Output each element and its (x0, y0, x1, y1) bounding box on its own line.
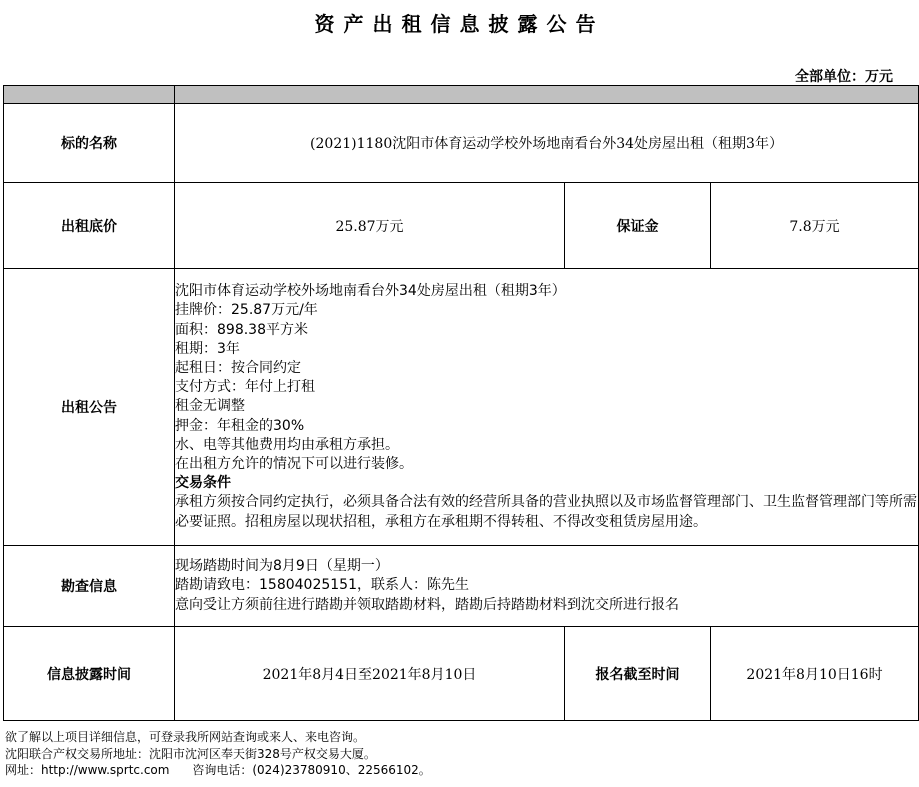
subject-row (4, 104, 919, 183)
deposit-value: 7.8万元 (711, 183, 919, 269)
survey-line: 踏勘请致电：15804025151，联系人：陈先生 (175, 577, 469, 594)
period-value: 2021年8月4日至2021年8月10日 (175, 627, 565, 721)
footer-line-address: 沈阳联合产权交易所地址：沈阳市沈河区奉天街328号产权交易大厦。 (5, 746, 376, 761)
unit-note: 全部单位：万元 (795, 69, 893, 85)
price-row (4, 183, 919, 269)
announcement-line: 押金：年租金的30% (175, 417, 305, 434)
announcement-content (175, 269, 919, 546)
deadline-value: 2021年8月10日16时 (711, 627, 919, 721)
announcement-label: 出租公告 (4, 269, 175, 546)
header-cell-right (175, 86, 919, 104)
period-label: 信息披露时间 (4, 627, 175, 721)
announcement-line: 沈阳市体育运动学校外场地南看台外34处房屋出租（租期3年） (175, 283, 566, 300)
table-header-row (4, 86, 919, 104)
page-title: 资产出租信息披露公告 (314, 12, 605, 36)
header-cell-left (4, 86, 175, 104)
announcement-row (4, 269, 919, 546)
footer-line-info: 欲了解以上项目详细信息，可登录我所网站查询或来人、来电咨询。 (5, 730, 366, 744)
announcement-line: 支付方式：年付上打租 (175, 379, 315, 396)
price-label: 出租底价 (4, 183, 175, 269)
survey-line: 意向受让方须前往进行踏勘并领取踏勘材料，踏勘后持踏勘材料到沈交所进行报名 (175, 596, 679, 613)
conditions-heading: 交易条件 (175, 475, 231, 492)
survey-row (4, 546, 919, 627)
announcement-line: 面积：898.38平方米 (175, 321, 308, 338)
survey-line: 现场踏勘时间为8月9日（星期一） (175, 558, 389, 575)
announcement-line: 水、电等其他费用均由承租方承担。 (175, 436, 399, 453)
footer-notes (5, 729, 431, 779)
survey-content (175, 546, 919, 627)
deadline-label: 报名截至时间 (565, 627, 711, 721)
conditions-text: 承租方须按合同约定执行，必须具备合法有效的经营所具备的营业执照以及市场监督管理部门、卫生监督管理部门等所需必要证照。招租房屋以现状招租，承租方在承租期不得转租、不得改变租赁房屋用途。 (175, 494, 917, 530)
survey-label: 勘查信息 (4, 546, 175, 627)
announcement-line: 挂牌价：25.87万元/年 (175, 302, 318, 319)
announcement-line: 起租日：按合同约定 (175, 359, 301, 376)
subject-label: 标的名称 (4, 104, 175, 183)
announcement-line: 在出租方允许的情况下可以进行装修。 (175, 456, 413, 472)
period-row (4, 627, 919, 721)
footer-line-contact: 网址：http://www.sprtc.com 咨询电话：(024)23780910、22566102。 (5, 763, 431, 777)
price-value: 25.87万元 (175, 183, 565, 269)
disclosure-table (3, 85, 919, 721)
announcement-line: 租期：3年 (175, 340, 240, 357)
announcement-line: 租金无调整 (175, 398, 245, 415)
subject-value: (2021)1180沈阳市体育运动学校外场地南看台外34处房屋出租（租期3年） (175, 104, 919, 183)
deposit-label: 保证金 (565, 183, 711, 269)
